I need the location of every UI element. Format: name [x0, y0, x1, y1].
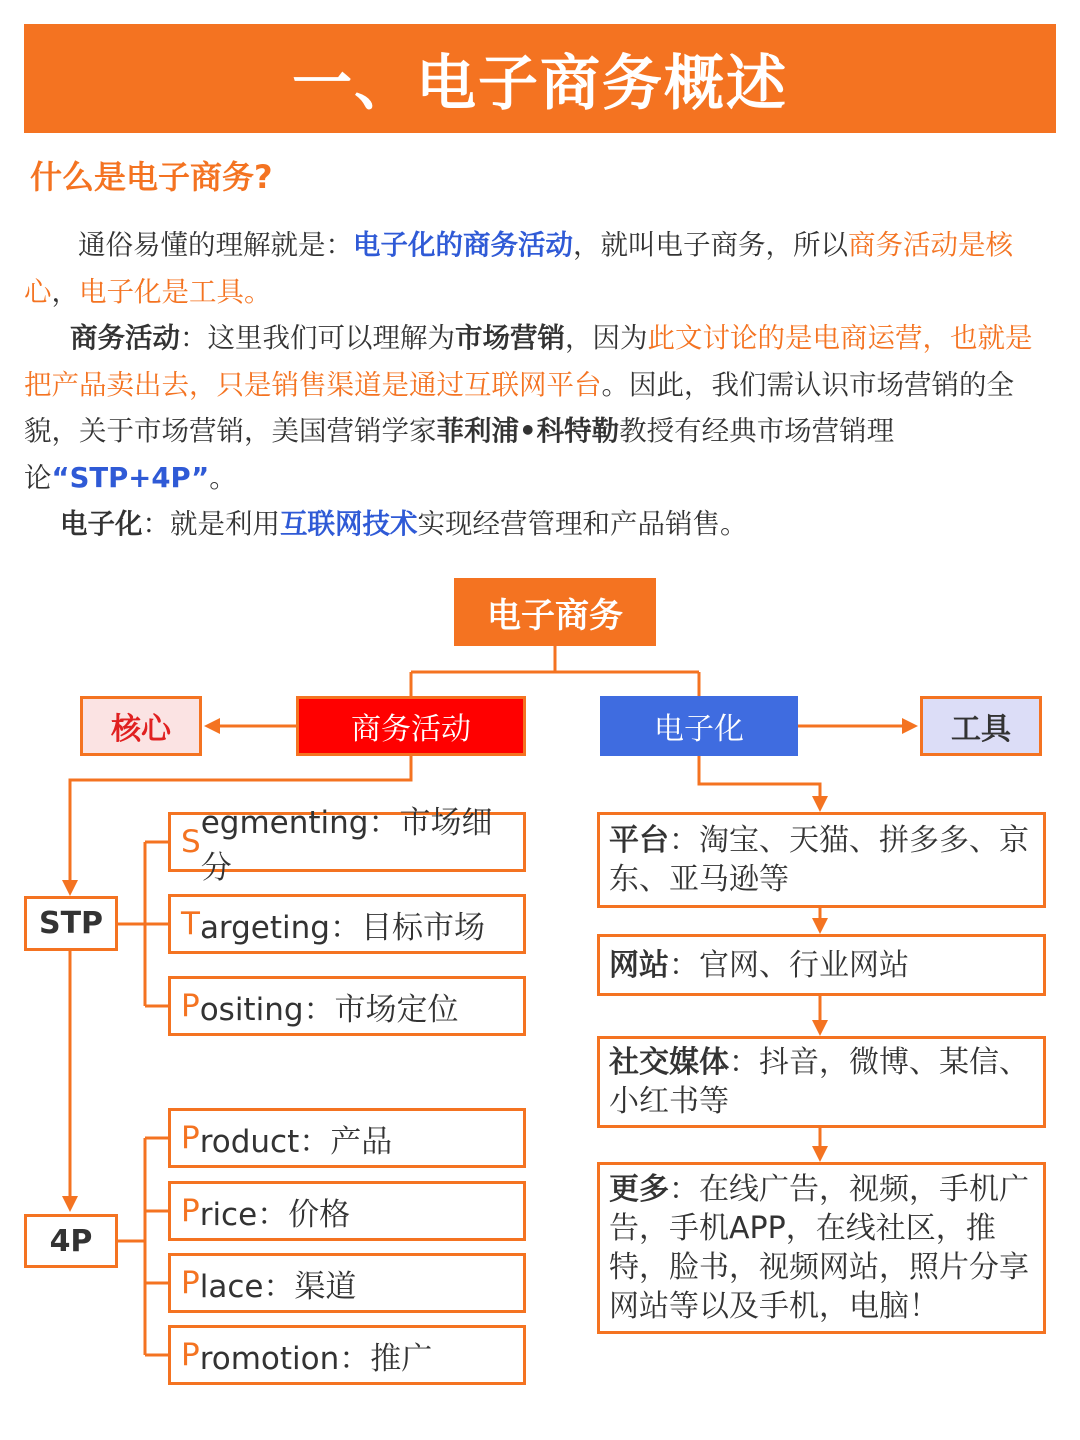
arrow-head — [812, 796, 828, 812]
channel-more — [597, 1162, 1046, 1334]
arrow-head — [812, 918, 828, 934]
term-run: 市场营销 — [455, 322, 565, 354]
intro-paragraph-2 — [24, 315, 1056, 501]
header-banner — [24, 24, 1056, 133]
channel-desc: ：官网、行业网站 — [669, 947, 909, 983]
arrow-head — [812, 1146, 828, 1162]
channel-text — [609, 1043, 1035, 1121]
arrow-head — [812, 1020, 828, 1036]
channel-text — [609, 1170, 1035, 1326]
fourp-item-price — [168, 1181, 526, 1241]
page-title: 一、电子商务概述 — [292, 48, 788, 119]
channel-social-media — [597, 1036, 1046, 1128]
intro-paragraph-3 — [24, 501, 1056, 548]
text-run: 教授有经典市场营销理论 — [24, 415, 895, 494]
fourp-item-place — [168, 1253, 526, 1313]
arrow-head — [204, 718, 220, 734]
item-text: lace：渠道 — [199, 1268, 357, 1305]
tool-node: 工具 — [920, 696, 1042, 756]
item-text: argeting：目标市场 — [199, 909, 485, 946]
text-run: 。 — [209, 461, 237, 494]
channel-text — [609, 946, 909, 985]
business-activity-node: 商务活动 — [296, 696, 526, 756]
channel-desc: ：在线广告，视频，手机广告，手机APP，在线社区，推特，脸书，视频网站，照片分享网站等以及手机，电脑！ — [609, 1172, 1029, 1324]
item-text: roduct：产品 — [199, 1123, 393, 1160]
item-text: egmenting：市场细分 — [200, 805, 493, 886]
text-run: ：这里我们可以理解为 — [180, 322, 455, 354]
item-initial: P — [181, 1193, 200, 1229]
item-initial: P — [181, 1265, 200, 1301]
item-initial: P — [181, 1337, 200, 1373]
arrow-head — [902, 718, 918, 734]
highlight-run: 商务活动是核心 — [24, 229, 1013, 308]
arrow-head — [62, 880, 78, 896]
highlight-run: 此文讨论的是电商运营，也就是把产品卖出去，只是销售渠道是通过互联网平台 — [24, 322, 1033, 401]
channel-desc: ：淘宝、天猫、拼多多、京东、亚马逊等 — [609, 823, 1029, 897]
text-run: ：就是利用 — [142, 508, 280, 540]
intro-paragraph-1 — [24, 222, 1056, 315]
channel-label: 平台 — [609, 823, 669, 858]
text-run: ，就叫电子商务，所以 — [573, 229, 848, 261]
highlight-run: 电子化是工具。 — [79, 275, 272, 308]
arrow-head — [62, 1196, 78, 1212]
item-text: romotion：推广 — [199, 1340, 433, 1377]
item-initial: P — [181, 1120, 200, 1156]
text-run: 通俗易懂的理解就是： — [78, 229, 353, 261]
channel-label: 更多 — [609, 1172, 669, 1207]
channel-platform — [597, 812, 1046, 908]
fourp-item-promotion — [168, 1325, 526, 1385]
channel-label: 社交媒体 — [609, 1045, 729, 1080]
item-initial: S — [181, 824, 201, 860]
highlight-run: “STP+4P” — [51, 461, 210, 494]
text-run: ，因为 — [565, 322, 648, 354]
root-node-ecommerce: 电子商务 — [454, 578, 656, 646]
term-run: 电子化 — [60, 508, 143, 540]
item-initial: T — [181, 906, 200, 942]
stp-item-positing — [168, 976, 526, 1036]
channel-desc: ：抖音，微博、某信、小红书等 — [609, 1045, 1029, 1119]
core-node: 核心 — [80, 696, 202, 756]
electronic-node: 电子化 — [600, 696, 798, 756]
fourp-item-product — [168, 1108, 526, 1168]
stp-item-segmenting — [168, 805, 526, 886]
channel-website — [597, 934, 1046, 996]
item-text: ositing：市场定位 — [199, 991, 459, 1028]
highlight-run: 互联网技术 — [280, 508, 418, 540]
channel-label: 网站 — [609, 947, 669, 983]
stp-node: STP — [24, 896, 118, 951]
item-text: rice：价格 — [199, 1196, 351, 1233]
text-run: ， — [51, 275, 79, 308]
term-run: 菲利浦•科特勒 — [436, 415, 620, 447]
section-title: 什么是电子商务? — [30, 158, 273, 196]
stp-item-targeting — [168, 894, 526, 954]
channel-text — [609, 821, 1035, 899]
text-run: 。因此，我们需认识市场营销的全貌，关于市场营销，美国营销学家 — [24, 368, 1014, 447]
text-run: 实现经营管理和产品销售。 — [417, 508, 748, 540]
term-run: 商务活动 — [70, 322, 180, 354]
intro-text — [24, 222, 1056, 548]
connector-line — [699, 756, 820, 798]
item-initial: P — [181, 988, 200, 1024]
highlight-run: 电子化的商务活动 — [353, 229, 573, 261]
fourp-node: 4P — [24, 1214, 118, 1268]
